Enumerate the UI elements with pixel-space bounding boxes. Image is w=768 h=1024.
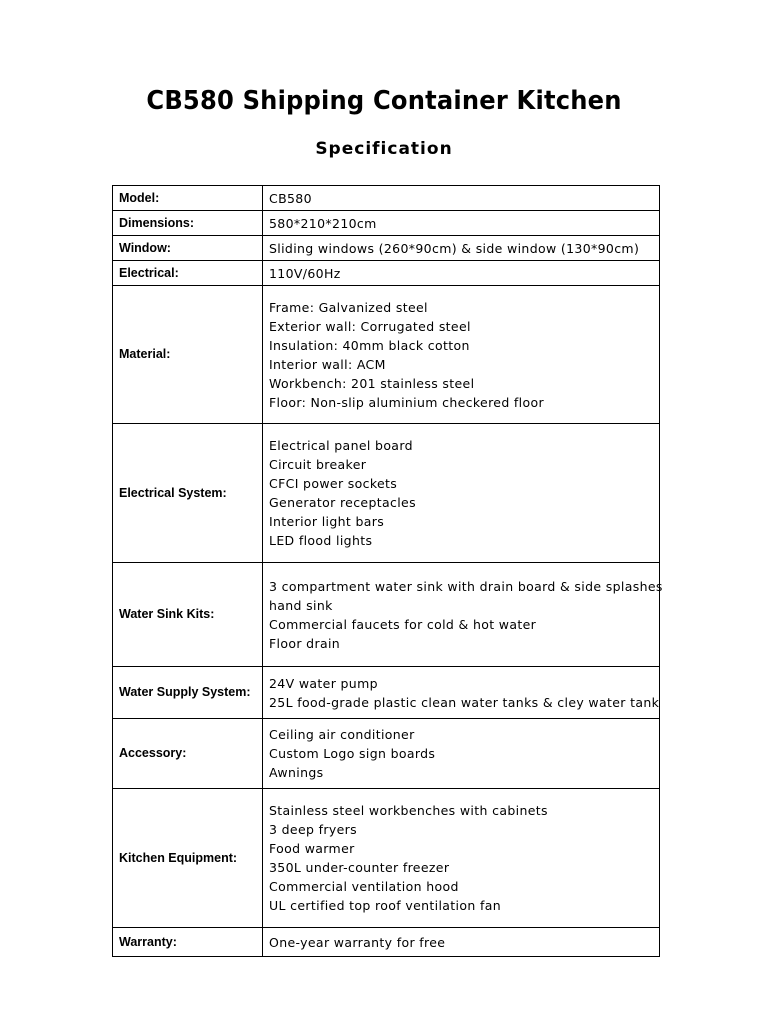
spec-label: Accessory:: [113, 719, 263, 789]
spec-label: Warranty:: [113, 928, 263, 957]
spec-value: [263, 928, 660, 957]
spec-value: [263, 667, 660, 719]
spec-value-line: Electrical panel board: [269, 438, 413, 453]
spec-row: [113, 667, 660, 719]
spec-row: [113, 719, 660, 789]
spec-row: [113, 236, 660, 261]
specification-table-body: [113, 186, 663, 957]
spec-value-line: Commercial faucets for cold & hot water: [269, 616, 537, 632]
spec-label: Model:: [113, 186, 263, 211]
spec-value: [263, 563, 663, 667]
spec-value-line: Floor drain: [269, 635, 341, 651]
spec-value-line: CFCI power sockets: [269, 476, 398, 491]
spec-value: [263, 236, 660, 261]
spec-value: [263, 211, 660, 236]
page-title: CB580 Shipping Container Kitchen: [146, 86, 622, 117]
spec-value-line: 3 deep fryers: [269, 822, 357, 837]
spec-value-line: 580*210*210cm: [269, 215, 377, 231]
spec-value-line: Interior wall: ACM: [269, 356, 386, 372]
spec-label: Material:: [113, 286, 263, 424]
spec-label: Window:: [113, 236, 263, 261]
spec-value-line: Insulation: 40mm black cotton: [269, 337, 470, 353]
spec-value-line: CB580: [269, 190, 312, 206]
spec-value-line: Ceiling air conditioner: [269, 727, 415, 742]
spec-row: [113, 286, 660, 424]
spec-label: Kitchen Equipment:: [113, 789, 263, 928]
spec-row: [113, 186, 660, 211]
spec-value-line: Awnings: [269, 765, 324, 780]
spec-value: [263, 261, 660, 286]
spec-value-line: Workbench: 201 stainless steel: [269, 375, 475, 391]
spec-value: [263, 789, 660, 928]
spec-value-line: One-year warranty for free: [269, 934, 446, 950]
spec-row: [113, 928, 660, 957]
spec-value-line: Exterior wall: Corrugated steel: [269, 318, 471, 334]
spec-row: [113, 789, 660, 928]
spec-value: [263, 186, 660, 211]
spec-value-line: 24V water pump: [269, 675, 378, 691]
specification-table: [112, 185, 663, 957]
spec-value: [263, 719, 660, 789]
spec-value-line: Generator receptacles: [269, 495, 416, 510]
section-heading: Specification: [315, 139, 453, 159]
spec-row: [113, 261, 660, 286]
spec-row: [113, 424, 660, 563]
spec-value-line: Sliding windows (260*90cm) & side window (130*90cm): [269, 240, 640, 256]
spec-label: Water Sink Kits:: [113, 563, 263, 667]
spec-value: [263, 286, 660, 424]
spec-value-line: Stainless steel workbenches with cabinets: [269, 803, 548, 818]
spec-label: Electrical:: [113, 261, 263, 286]
spec-value-line: Interior light bars: [269, 514, 385, 529]
spec-label: Electrical System:: [113, 424, 263, 563]
spec-value-line: Custom Logo sign boards: [269, 746, 436, 761]
spec-value-line: LED flood lights: [269, 533, 373, 548]
spec-value-line: Circuit breaker: [269, 457, 367, 472]
spec-label: Dimensions:: [113, 211, 263, 236]
spec-value-line: 110V/60Hz: [269, 265, 341, 281]
spec-value-line: 350L under-counter freezer: [269, 860, 450, 875]
spec-value-line: Food warmer: [269, 841, 355, 856]
spec-value-line: hand sink: [269, 597, 333, 613]
spec-value-line: UL certified top roof ventilation fan: [269, 898, 501, 913]
spec-value-line: 3 compartment water sink with drain board & side splashes: [269, 578, 663, 594]
spec-label: Water Supply System:: [113, 667, 263, 719]
spec-value-line: Floor: Non-slip aluminium checkered floor: [269, 394, 544, 410]
spec-row: [113, 211, 660, 236]
spec-row: [113, 563, 660, 667]
spec-value-line: Frame: Galvanized steel: [269, 299, 428, 315]
spec-value-line: 25L food-grade plastic clean water tanks & cley water tank: [269, 694, 660, 710]
spec-value: [263, 424, 660, 563]
spec-value-line: Commercial ventilation hood: [269, 879, 459, 894]
